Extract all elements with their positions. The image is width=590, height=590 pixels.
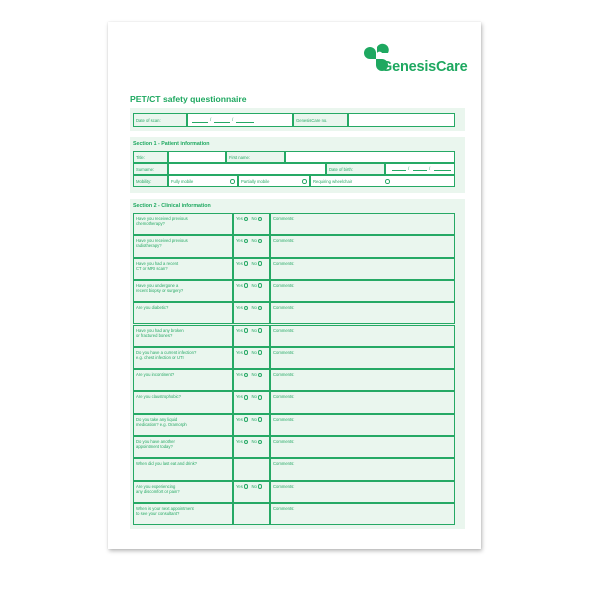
- dob-field[interactable]: / /: [385, 163, 455, 175]
- scan-day-blank[interactable]: [192, 118, 208, 123]
- comments-field[interactable]: [270, 280, 455, 302]
- comments-label: Comments:: [273, 327, 295, 333]
- no-radio[interactable]: [258, 440, 263, 445]
- question-line: Are you claustrophobic?: [136, 394, 181, 400]
- comments-label: Comments:: [273, 216, 295, 221]
- yes-label: Yes: [236, 394, 243, 400]
- dob-label: Date of birth:: [326, 163, 385, 175]
- yes-label: Yes: [236, 216, 243, 221]
- comments-field[interactable]: [270, 347, 455, 369]
- question-line: Have you had any broken: [136, 327, 184, 333]
- comments-label: Comments:: [273, 260, 295, 266]
- no-label: No: [251, 416, 257, 422]
- mobility-option-fully-label: Fully mobile: [171, 179, 194, 184]
- yes-no-cell[interactable]: [233, 391, 270, 413]
- question-line: Have you received previous: [136, 216, 188, 221]
- question-text: [133, 347, 233, 369]
- comments-label: Comments:: [273, 282, 295, 288]
- genesiscare-no-label: GenesisCare no.: [293, 113, 348, 127]
- question-line: radiotherapy?: [136, 243, 162, 249]
- comments-label: Comments:: [273, 349, 295, 355]
- question-text: [133, 302, 233, 324]
- no-label: No: [251, 483, 257, 489]
- yes-radio[interactable]: [244, 395, 249, 400]
- question-line: chemotherapy?: [136, 221, 165, 226]
- comments-label: Comments:: [273, 416, 295, 422]
- yes-no-cell[interactable]: [233, 302, 270, 324]
- yes-label: Yes: [236, 327, 243, 333]
- no-radio[interactable]: [258, 328, 263, 333]
- yes-no-cell: [233, 458, 270, 480]
- no-label: No: [251, 372, 257, 378]
- question-line: appointment today?: [136, 444, 173, 449]
- question-text: [133, 436, 233, 458]
- yes-no-cell[interactable]: [233, 481, 270, 503]
- question-line: Are you experiencing: [136, 483, 176, 489]
- question-line: Have you undergone a: [136, 282, 179, 288]
- question-text: [133, 458, 233, 480]
- comments-field[interactable]: [270, 503, 455, 525]
- yes-no-cell[interactable]: [233, 325, 270, 347]
- yes-label: Yes: [236, 260, 243, 266]
- no-label: No: [251, 327, 257, 333]
- comments-label: Comments:: [273, 505, 295, 511]
- yes-radio[interactable]: [244, 417, 249, 422]
- no-radio[interactable]: [258, 350, 263, 355]
- comments-field[interactable]: [270, 325, 455, 347]
- yes-label: Yes: [236, 349, 243, 355]
- question-text: [133, 258, 233, 280]
- date-of-scan-label: Date of scan:: [133, 113, 187, 127]
- scan-month-blank[interactable]: [214, 118, 230, 123]
- question-line: Have you received previous: [136, 238, 188, 244]
- questionnaire-page: [108, 22, 481, 549]
- yes-no-cell[interactable]: [233, 414, 270, 436]
- genesiscare-no-field[interactable]: [348, 113, 455, 127]
- no-label: No: [251, 305, 257, 311]
- comments-label: Comments:: [273, 372, 295, 378]
- mobility-option-partially[interactable]: [238, 175, 310, 187]
- brand-name: GenesisCare: [381, 59, 468, 75]
- comments-field[interactable]: [270, 436, 455, 458]
- comments-label: Comments:: [273, 305, 295, 311]
- question-text: [133, 325, 233, 347]
- yes-label: Yes: [236, 372, 243, 378]
- question-line: When did you last eat and drink?: [136, 461, 197, 467]
- comments-label: Comments:: [273, 483, 295, 489]
- question-line: Have you had a recent: [136, 260, 179, 266]
- yes-no-cell[interactable]: [233, 213, 270, 235]
- question-text: [133, 213, 233, 235]
- question-line: CT or MRI scan?: [136, 265, 168, 271]
- genesiscare-logo: [360, 43, 468, 77]
- question-line: or fractured bones?: [136, 332, 173, 338]
- radio-button[interactable]: [230, 179, 235, 184]
- no-radio[interactable]: [258, 306, 263, 311]
- comments-label: Comments:: [273, 461, 295, 467]
- yes-radio[interactable]: [244, 440, 249, 445]
- dob-month-blank[interactable]: [413, 166, 427, 171]
- question-line: Do you take any liquid: [136, 416, 178, 422]
- no-radio[interactable]: [258, 395, 263, 400]
- question-text: [133, 391, 233, 413]
- title-label: Title:: [133, 151, 168, 163]
- no-radio[interactable]: [258, 239, 263, 244]
- scan-year-blank[interactable]: [236, 118, 254, 123]
- comments-field[interactable]: [270, 213, 455, 235]
- question-text: [133, 414, 233, 436]
- mobility-option-wheelchair[interactable]: [310, 175, 455, 187]
- dob-year-blank[interactable]: [434, 166, 451, 171]
- yes-radio[interactable]: [244, 484, 249, 489]
- no-radio[interactable]: [258, 283, 263, 288]
- date-of-scan-field[interactable]: / /: [187, 113, 293, 127]
- no-label: No: [251, 216, 257, 221]
- radio-button[interactable]: [385, 179, 390, 184]
- yes-radio[interactable]: [244, 283, 249, 288]
- question-line: medication? e.g. Oramorph: [136, 421, 187, 427]
- question-line: Do you have another: [136, 439, 175, 444]
- mobility-option-partially-label: Partially mobile: [241, 179, 270, 184]
- comments-field[interactable]: [270, 391, 455, 413]
- no-label: No: [251, 260, 257, 266]
- no-label: No: [251, 238, 257, 244]
- yes-no-cell[interactable]: [233, 235, 270, 257]
- no-radio[interactable]: [258, 261, 263, 266]
- yes-radio[interactable]: [244, 217, 249, 222]
- surname-field[interactable]: [168, 163, 326, 175]
- comments-field[interactable]: [270, 458, 455, 480]
- question-line: any discomfort or pain?: [136, 488, 180, 494]
- comments-field[interactable]: [270, 481, 455, 503]
- question-line: Are you diabetic?: [136, 305, 169, 311]
- no-radio[interactable]: [258, 217, 263, 222]
- comments-field[interactable]: [270, 369, 455, 391]
- mobility-option-wheelchair-label: Requiring wheelchair: [313, 179, 353, 184]
- yes-label: Yes: [236, 238, 243, 244]
- first-name-label: First name:: [226, 151, 285, 163]
- yes-no-cell[interactable]: [233, 369, 270, 391]
- surname-label: Surname:: [133, 163, 168, 175]
- yes-no-cell[interactable]: [233, 280, 270, 302]
- yes-label: Yes: [236, 483, 243, 489]
- comments-label: Comments:: [273, 238, 295, 244]
- yes-no-cell: [233, 503, 270, 525]
- question-line: e.g. chest infection or UTI: [136, 354, 184, 360]
- yes-radio[interactable]: [244, 239, 249, 244]
- comments-label: Comments:: [273, 439, 295, 444]
- comments-field[interactable]: [270, 258, 455, 280]
- no-radio[interactable]: [258, 484, 263, 489]
- question-line: recent biopsy or surgery?: [136, 287, 184, 293]
- yes-radio[interactable]: [244, 261, 249, 266]
- yes-no-cell[interactable]: [233, 436, 270, 458]
- no-radio[interactable]: [258, 373, 263, 378]
- question-text: [133, 280, 233, 302]
- yes-no-cell[interactable]: [233, 258, 270, 280]
- form-title: PET/CT safety questionnaire: [130, 94, 247, 104]
- question-line: to see your consultant?: [136, 510, 180, 516]
- no-label: No: [251, 349, 257, 355]
- question-text: [133, 235, 233, 257]
- yes-radio[interactable]: [244, 350, 249, 355]
- no-label: No: [251, 394, 257, 400]
- dob-day-blank[interactable]: [392, 166, 406, 171]
- comments-field[interactable]: [270, 235, 455, 257]
- yes-no-cell[interactable]: [233, 347, 270, 369]
- yes-label: Yes: [236, 305, 243, 311]
- yes-radio[interactable]: [244, 306, 249, 311]
- question-text: [133, 481, 233, 503]
- yes-label: Yes: [236, 439, 243, 444]
- question-text: [133, 503, 233, 525]
- yes-radio[interactable]: [244, 373, 249, 378]
- question-text: [133, 369, 233, 391]
- question-line: Are you incontinent?: [136, 372, 175, 378]
- mobility-option-fully[interactable]: [168, 175, 238, 187]
- first-name-field[interactable]: [285, 151, 455, 163]
- section2-heading: Section 2 - Clinical information: [133, 203, 211, 209]
- comments-label: Comments:: [273, 394, 295, 400]
- no-label: No: [251, 439, 257, 444]
- title-field[interactable]: [168, 151, 226, 163]
- comments-field[interactable]: [270, 414, 455, 436]
- question-line: When is your next appointment: [136, 505, 194, 511]
- yes-radio[interactable]: [244, 328, 249, 333]
- yes-label: Yes: [236, 282, 243, 288]
- question-line: Do you have a current infection?: [136, 349, 197, 355]
- yes-label: Yes: [236, 416, 243, 422]
- mobility-label: Mobility:: [133, 175, 168, 187]
- no-radio[interactable]: [258, 417, 263, 422]
- comments-field[interactable]: [270, 302, 455, 324]
- no-label: No: [251, 282, 257, 288]
- radio-button[interactable]: [302, 179, 307, 184]
- section1-heading: Section 1 - Patient information: [133, 141, 210, 147]
